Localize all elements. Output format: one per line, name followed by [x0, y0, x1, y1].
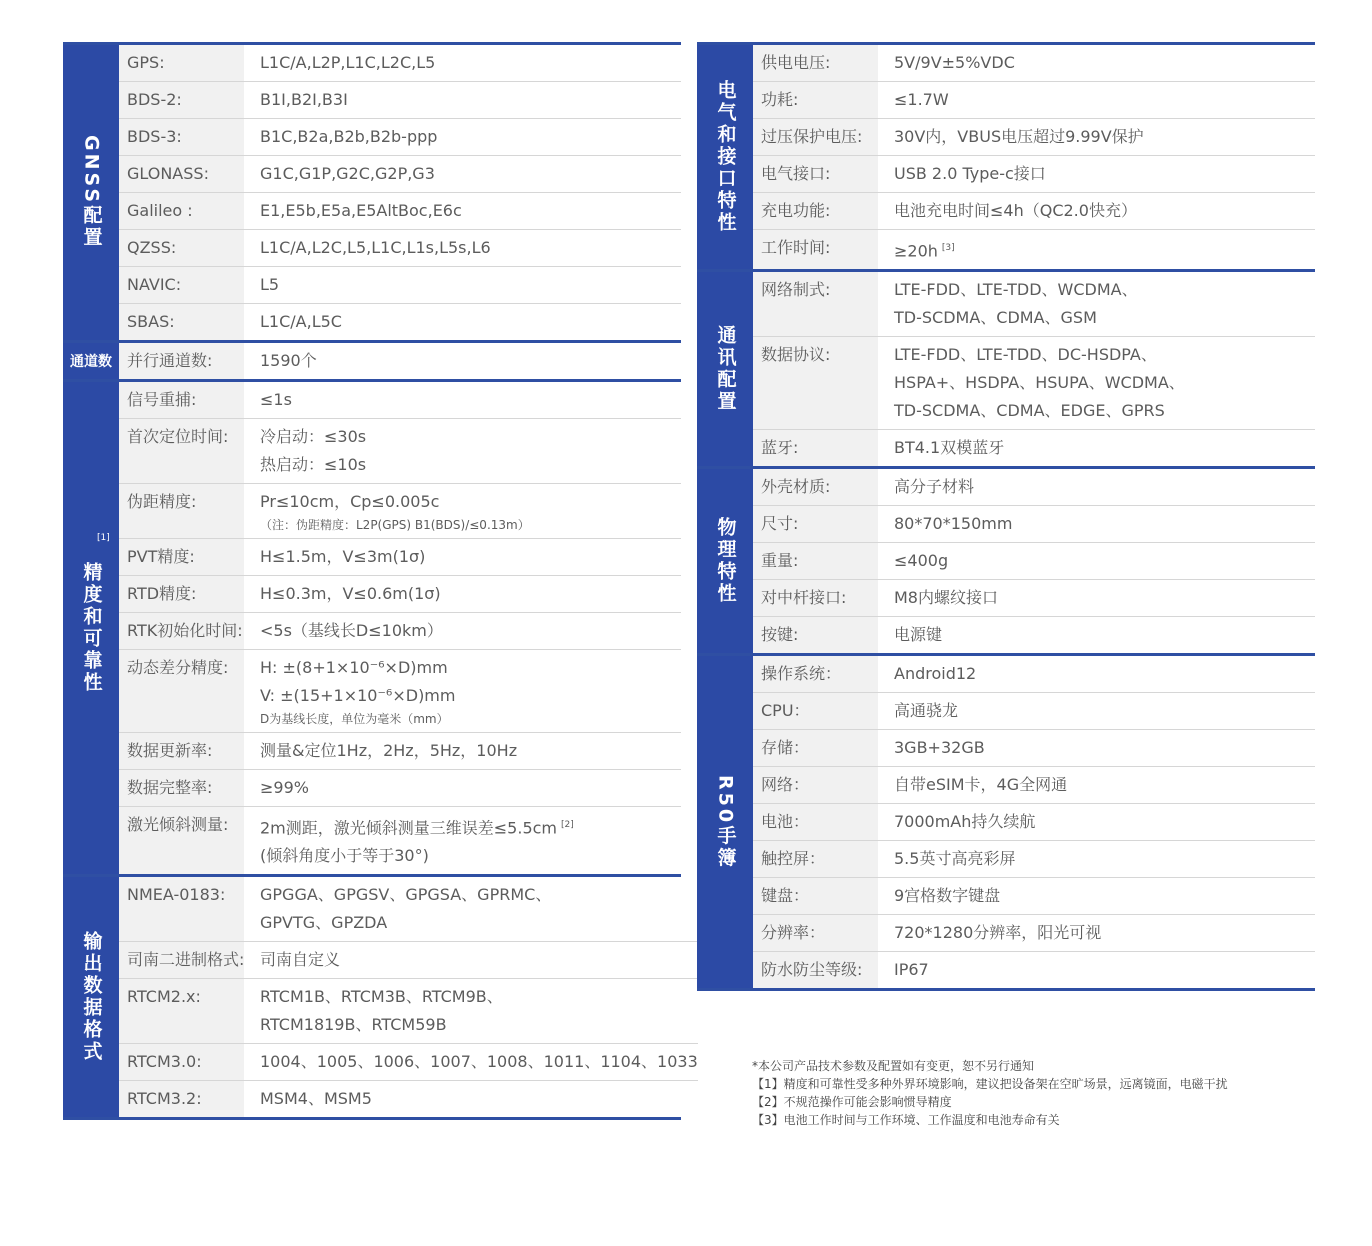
spec-value-text: 7000mAh持久续航	[894, 812, 1036, 832]
spec-key: RTCM2.x:	[119, 979, 244, 1043]
spec-key: 分辨率：	[753, 915, 878, 951]
spec-section	[63, 379, 681, 874]
spec-section	[697, 42, 1315, 269]
spec-value-text: HSPA+、HSDPA、HSUPA、WCDMA、	[894, 373, 1185, 393]
spec-value-text: ≤1.7W	[894, 90, 949, 109]
spec-value-text: L1C/A,L2C,L5,L1C,L1s,L5s,L6	[260, 238, 491, 257]
spec-value-line	[894, 197, 1315, 225]
footnote: 【2】不规范操作可能会影响惯导精度	[752, 1095, 952, 1109]
spec-key: Galileo :	[119, 193, 244, 229]
spec-value-text: H: ±(8+1×10⁻⁶×D)mm	[260, 658, 448, 677]
spec-value-line	[894, 808, 1315, 836]
spec-value-text: G1C,G1P,G2C,G2P,G3	[260, 164, 435, 183]
spec-value-line	[894, 304, 1315, 332]
spec-rows	[119, 382, 681, 874]
section-title: 输出数据格式	[80, 931, 103, 1064]
section-label	[63, 45, 119, 340]
spec-value-line	[894, 697, 1315, 725]
spec-value-text: 测量&定位1Hz，2Hz，5Hz，10Hz	[260, 741, 518, 760]
spec-value-text: TD-SCDMA、CDMA、GSM	[894, 308, 1097, 328]
spec-rows	[753, 469, 1315, 653]
section-label	[63, 877, 119, 1117]
spec-section	[63, 42, 681, 340]
spec-value	[244, 802, 681, 879]
spec-value-text: (倾斜角度小于等于30°)	[260, 846, 429, 866]
spec-value-text: 自带eSIM卡，4G全网通	[894, 775, 1068, 795]
section-title: GNSS配置	[80, 135, 103, 250]
spec-value-text: MSM4、MSM5	[260, 1089, 372, 1109]
spec-value-line	[260, 1011, 698, 1039]
left-spec-table	[63, 42, 698, 1120]
spec-value-line	[894, 49, 1315, 77]
spec-key: RTCM3.0:	[119, 1044, 244, 1080]
spec-value-line	[260, 308, 681, 336]
spec-value-line	[260, 842, 681, 870]
spec-key: RTCM3.2:	[119, 1081, 244, 1117]
spec-value-line	[260, 234, 681, 262]
spec-value-text: TD-SCDMA、CDMA、EDGE、GPRS	[894, 401, 1165, 421]
spec-value-text: H≤1.5m，V≤3m(1σ)	[260, 547, 426, 566]
spec-value-text: 电池充电时间≤4h（QC2.0快充）	[894, 201, 1137, 220]
spec-key: 伪距精度:	[119, 484, 244, 538]
spec-key: 防水防尘等级:	[753, 952, 878, 988]
spec-value-note: （注：伪距精度：L2P(GPS) B1(BDS)/≤0.13m）	[260, 518, 530, 532]
section-label	[697, 469, 753, 653]
spec-value	[878, 332, 1315, 434]
spec-row	[119, 1081, 698, 1117]
spec-value-note: D为基线长度，单位为毫米（mm）	[260, 712, 449, 726]
spec-value-text: H≤0.3m，V≤0.6m(1σ)	[260, 584, 441, 603]
spec-value-line	[260, 774, 681, 802]
spec-value-text: 3GB+32GB	[894, 738, 985, 758]
spec-key: 尺寸:	[753, 506, 878, 542]
spec-key: 数据完整率:	[119, 770, 244, 806]
footnote: *本公司产品技术参数及配置如有变更，恕不另行通知	[752, 1059, 1035, 1073]
spec-key: 工作时间:	[753, 230, 878, 269]
spec-key: NAVIC:	[119, 267, 244, 303]
spec-value	[878, 267, 1315, 341]
spec-key: 网络：	[753, 767, 878, 803]
spec-key: 网络制式:	[753, 272, 878, 336]
spec-key: 按键:	[753, 617, 878, 653]
spec-row	[119, 419, 681, 484]
spec-value-text: L5	[260, 275, 280, 294]
spec-row	[753, 337, 1315, 430]
spec-row	[119, 484, 681, 539]
spec-row	[119, 650, 681, 733]
spec-value-text: 80*70*150mm	[894, 514, 1013, 534]
spec-rows	[119, 343, 681, 379]
spec-key: GPS:	[119, 45, 244, 81]
spec-value-line	[260, 451, 681, 479]
spec-value-text: LTE-FDD、LTE-TDD、DC-HSDPA、	[894, 345, 1157, 365]
section-label	[63, 343, 119, 379]
spec-value-line	[260, 49, 681, 77]
spec-key: 对中杆接口:	[753, 580, 878, 616]
section-title: 电气和接口特性	[714, 80, 737, 235]
section-label	[697, 272, 753, 466]
spec-row	[119, 807, 681, 874]
spec-value-text: 高通骁龙	[894, 701, 959, 721]
spec-key: 数据协议:	[753, 337, 878, 429]
spec-value-line	[260, 946, 698, 974]
spec-value-text: L1C/A,L5C	[260, 312, 342, 331]
spec-rows	[753, 656, 1315, 988]
spec-key: 并行通道数:	[119, 343, 244, 379]
spec-value-text: USB 2.0 Type-c接口	[894, 164, 1046, 183]
spec-row	[119, 343, 681, 379]
spec-key: 操作系统：	[753, 656, 878, 692]
spec-section	[63, 874, 698, 1120]
spec-value-text: Android12	[894, 664, 977, 684]
spec-value-line	[894, 771, 1315, 799]
spec-section	[63, 340, 681, 379]
spec-value-text: B1I,B2I,B3I	[260, 90, 348, 109]
spec-key: 蓝牙:	[753, 430, 878, 466]
spec-key: 键盘：	[753, 878, 878, 914]
spec-value-line	[260, 983, 698, 1011]
spec-key: 外壳材质:	[753, 469, 878, 505]
spec-value-line	[894, 473, 1315, 501]
section-title: 物理特性	[714, 517, 737, 606]
spec-rows	[753, 272, 1315, 466]
spec-value-line	[894, 86, 1315, 114]
spec-key: 首次定位时间:	[119, 419, 244, 483]
spec-value-line	[260, 197, 681, 225]
footnote-marker: [3]	[941, 243, 955, 253]
spec-section	[697, 653, 1315, 991]
spec-value-text: Pr≤10cm，Cp≤0.005c	[260, 492, 440, 511]
spec-rows	[119, 877, 698, 1117]
spec-value-line	[894, 919, 1315, 947]
spec-value-text: ≥20h	[894, 241, 938, 261]
spec-value-text: RTCM1819B、RTCM59B	[260, 1015, 447, 1035]
spec-value-line	[894, 621, 1315, 649]
spec-value-text: 1590个	[260, 351, 317, 370]
spec-value-text: 热启动：≤10s	[260, 455, 367, 474]
spec-key: GLONASS:	[119, 156, 244, 192]
spec-row	[119, 979, 698, 1044]
spec-value-line	[260, 881, 698, 909]
spec-value-line	[894, 882, 1315, 910]
spec-value-line	[260, 617, 681, 645]
spec-value-line	[894, 547, 1315, 575]
spec-value-line	[894, 397, 1315, 425]
spec-key: 激光倾斜测量:	[119, 807, 244, 874]
spec-row	[119, 304, 681, 340]
spec-key: QZSS:	[119, 230, 244, 266]
spec-key: 司南二进制格式:	[119, 942, 244, 978]
section-title: 通道数	[70, 354, 112, 370]
spec-value-line	[260, 271, 681, 299]
spec-value-text: RTCM1B、RTCM3B、RTCM9B、	[260, 987, 503, 1007]
spec-value-text: ≤400g	[894, 551, 949, 571]
spec-value-text: GPVTG、GPZDA	[260, 913, 388, 933]
spec-value-line	[260, 488, 681, 516]
spec-key: 重量:	[753, 543, 878, 579]
spec-value-text: E1,E5b,E5a,E5AltBoc,E6c	[260, 201, 462, 220]
spec-value	[244, 872, 698, 946]
footnote: 【3】电池工作时间与工作环境、工作温度和电池寿命有关	[752, 1113, 1060, 1127]
spec-value-line	[894, 160, 1315, 188]
spec-key: 电气接口:	[753, 156, 878, 192]
spec-value-line	[894, 276, 1315, 304]
spec-value-line	[260, 386, 681, 414]
spec-value-text: M8内螺纹接口	[894, 588, 998, 608]
spec-value-text: 9宫格数字键盘	[894, 886, 1001, 906]
spec-row	[753, 952, 1315, 988]
spec-value	[244, 414, 681, 488]
spec-value-line	[260, 654, 681, 682]
spec-value-line	[894, 584, 1315, 612]
spec-value-text: LTE-FDD、LTE-TDD、WCDMA、	[894, 280, 1138, 300]
spec-value-line	[260, 543, 681, 571]
spec-section	[697, 466, 1315, 653]
spec-value-text: 720*1280分辨率，阳光可视	[894, 923, 1102, 943]
spec-key: PVT精度:	[119, 539, 244, 575]
section-title: 精度和可靠性	[80, 562, 103, 695]
spec-key: BDS-2:	[119, 82, 244, 118]
spec-value-text: L1C/A,L2P,L1C,L2C,L5	[260, 53, 436, 72]
spec-value-text: 5V/9V±5%VDC	[894, 53, 1015, 72]
spec-value-line	[894, 434, 1315, 462]
section-title: 通讯配置	[714, 325, 737, 414]
spec-value-line	[894, 369, 1315, 397]
spec-value-line	[260, 580, 681, 608]
spec-key: 动态差分精度:	[119, 650, 244, 732]
spec-row	[753, 617, 1315, 653]
spec-value-text: GPGGA、GPGSV、GPGSA、GPRMC、	[260, 885, 552, 905]
spec-value-text: 30V内，VBUS电压超过9.99V保护	[894, 127, 1144, 146]
spec-value-text: 司南自定义	[260, 950, 341, 970]
spec-value	[878, 947, 1315, 993]
spec-value-text: IP67	[894, 960, 929, 980]
spec-value-line	[260, 423, 681, 451]
spec-key: SBAS:	[119, 304, 244, 340]
spec-section	[697, 269, 1315, 466]
spec-key: 过压保护电压:	[753, 119, 878, 155]
spec-value-text: 1004、1005、1006、1007、1008、1011、1104、1033	[260, 1052, 698, 1072]
spec-value-text: BT4.1双模蓝牙	[894, 438, 1005, 458]
spec-value-line	[260, 1048, 698, 1076]
section-label	[63, 382, 119, 874]
spec-value-text: B1C,B2a,B2b,B2b-ppp	[260, 127, 438, 146]
spec-key: 充电功能:	[753, 193, 878, 229]
spec-key: NMEA-0183:	[119, 877, 244, 941]
spec-value-text: 冷启动：≤30s	[260, 427, 367, 446]
spec-value-line	[260, 682, 681, 710]
spec-value-line	[260, 1085, 698, 1113]
spec-value-line	[260, 811, 681, 842]
spec-key: BDS-3:	[119, 119, 244, 155]
spec-rows	[119, 45, 681, 340]
spec-row	[753, 230, 1315, 269]
right-spec-table	[697, 42, 1315, 991]
spec-row	[753, 272, 1315, 337]
spec-value-line	[894, 510, 1315, 538]
footnote: 【1】精度和可靠性受多种外界环境影响，建议把设备架在空旷场景，远离镜面，电磁干扰	[752, 1077, 1228, 1091]
section-label	[697, 656, 753, 988]
footnote-marker: [2]	[561, 820, 574, 830]
spec-value-line	[894, 341, 1315, 369]
spec-value-text: V: ±(15+1×10⁻⁶×D)mm	[260, 686, 456, 705]
spec-value-line	[894, 234, 1315, 265]
spec-key: CPU：	[753, 693, 878, 729]
spec-value-line	[894, 956, 1315, 984]
spec-value-line	[260, 909, 698, 937]
footnotes	[752, 1057, 1228, 1129]
spec-value-line	[260, 123, 681, 151]
spec-key: RTK初始化时间:	[119, 613, 244, 649]
spec-row	[119, 877, 698, 942]
spec-value-line	[260, 160, 681, 188]
spec-value-text: ≤1s	[260, 390, 292, 409]
spec-value-text: 高分子材料	[894, 477, 975, 497]
spec-row	[753, 430, 1315, 466]
section-note: [1]	[97, 533, 110, 544]
spec-value-line	[260, 347, 681, 375]
spec-key: 供电电压:	[753, 45, 878, 81]
spec-value-text: ≥99%	[260, 778, 309, 797]
spec-value	[244, 1076, 698, 1122]
spec-value-line	[894, 123, 1315, 151]
spec-value-line	[260, 737, 681, 765]
spec-value-line	[894, 845, 1315, 873]
spec-value-line	[260, 86, 681, 114]
spec-value-text: <5s（基线长D≤10km）	[260, 621, 443, 640]
spec-value	[244, 974, 698, 1048]
spec-key: 数据更新率:	[119, 733, 244, 769]
spec-key: RTD精度:	[119, 576, 244, 612]
spec-key: 信号重捕:	[119, 382, 244, 418]
spec-value-text: 电源键	[894, 625, 943, 645]
spec-value-line	[894, 660, 1315, 688]
spec-key: 电池：	[753, 804, 878, 840]
spec-key: 功耗:	[753, 82, 878, 118]
spec-key: 存储：	[753, 730, 878, 766]
spec-value-text: 2m测距，激光倾斜测量三维误差≤5.5cm	[260, 818, 558, 838]
spec-value-text: 5.5英寸高亮彩屏	[894, 849, 1016, 869]
spec-key: 触控屏：	[753, 841, 878, 877]
spec-value-line	[894, 734, 1315, 762]
spec-rows	[753, 45, 1315, 269]
spec-value	[244, 645, 681, 737]
section-label	[697, 45, 753, 269]
section-title: R50手簿	[714, 775, 737, 870]
